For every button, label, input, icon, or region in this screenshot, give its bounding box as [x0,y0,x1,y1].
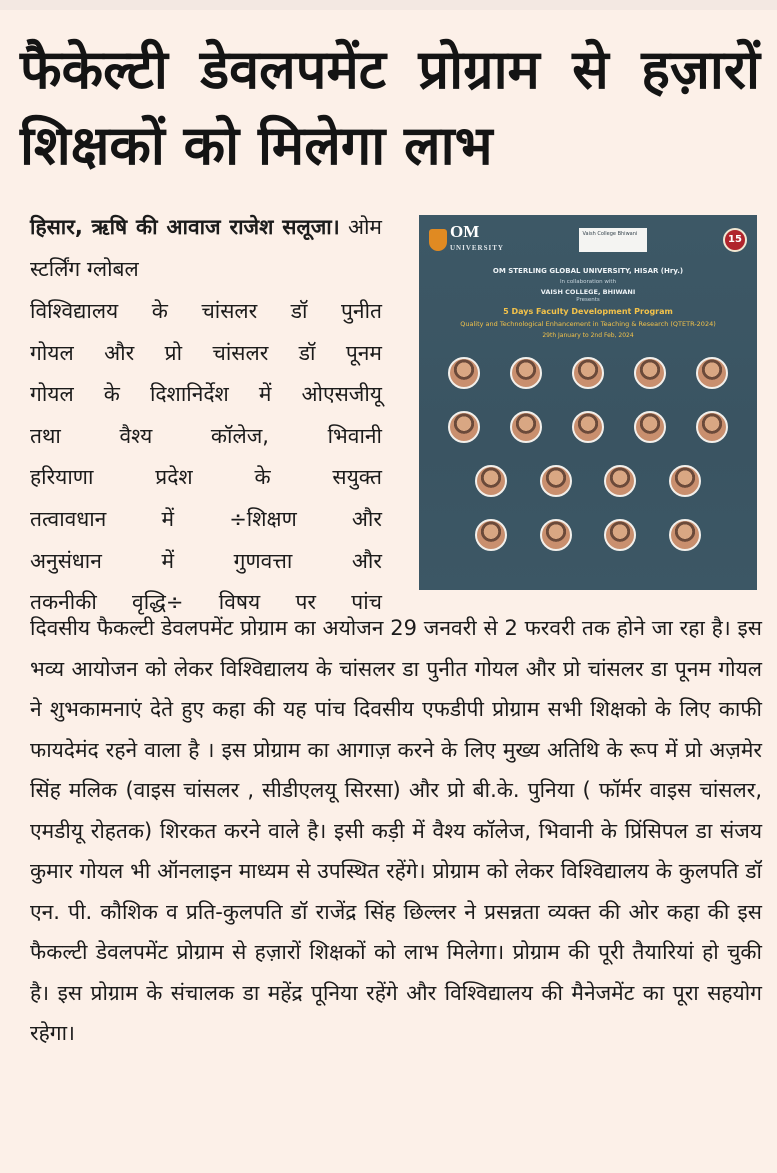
speaker [437,411,491,457]
body-line: गोयल के दिशानिर्देश में ओएसजीयू [30,382,382,407]
logo-main: OM [450,222,480,241]
speaker [593,465,647,511]
speaker-photo [540,465,572,497]
speaker [561,411,615,457]
poster-line: Presents [576,297,600,303]
speaker-photo [448,411,480,443]
university-logo [429,224,504,256]
poster-line: Quality and Technological Enhancement in Teaching & Research (QTETR-2024) [460,320,716,328]
body-line: गोयल और प्रो चांसलर डॉ पूनम [30,340,382,365]
lead-text: ओम स्टर्लिंग ग्लोबल [30,215,382,281]
body-line: तथा वैश्य कॉलेज, भिवानी [30,423,382,448]
poster-line: OM STERLING GLOBAL UNIVERSITY, HISAR (Hry.) [492,267,684,275]
logo-sub: UNIVERSITY [450,244,504,252]
body-line: हरियाणा प्रदेश के सयुक्त [30,465,382,490]
speaker [658,519,712,565]
speaker [685,411,739,457]
speaker-photo [510,357,542,389]
dateline: हिसार, ऋषि की आवाज राजेश सलूजा। [30,215,340,239]
headline: फैकेल्टी डेवलपमेंट प्रोग्राम से हज़ारों शिक्षकों को मिलेगा लाभ [20,38,760,177]
speaker [623,411,677,457]
partner-logo: Vaish College Bhiwani [579,228,647,252]
speaker [529,465,583,511]
speaker-photo [634,411,666,443]
speaker-photo [669,519,701,551]
body-line: तकनीकी वृद्धि÷ विषय पर पांच [30,590,382,615]
speaker-photo [572,357,604,389]
article-body: दिवसीय फैकल्टी डेवलपमेंट प्रोग्राम का अयोजन 29 जनवरी से 2 फरवरी तक होने जा रहा है। इस भव्य आयोजन को लेकर विश्विद्यालय के चांसलर डा पुनीत गोयल और प्रो चांसलर डा पूनम गोयल ने शुभकामनाएं देते हुए कहा की यह पांच दिवसीय एफडीपी प्रोग्राम सभी शिक्षको के लिए काफी फायदेमंद रहने वाला है । इस प्रोग्राम का आगाज़ करने के लिए मुख्य अतिथि के रूप में प्रो अज़मेर सिंह मलिक (वाइस चांसलर , सीडीएलयू सिरसा) और प्रो बी.के. पुनिया ( फॉर्मर वाइस चांसलर, एमडीयू रोहतक) शिरकत करने वाले है। इसी कड़ी में वैश्य कॉलेज, भिवानी के प्रिंसिपल डा संजय कुमार गोयल भी ऑनलाइन माध्यम से उपस्थित रहेंगे। प्रोग्राम को लेकर विश्विद्यालय के कुलपति डॉ एन. पी. कौशिक व प्रति-कुलपति डॉ राजेंद्र सिंह छिल्लर ने प्रसन्नता व्यक्त की ओर कहा की इस फैकल्टी डेवलपमेंट प्रोग्राम से हज़ारों शिक्षकों को लाभ मिलेगा। प्रोग्राम की पूरी तैयारियां हो चुकी है। इस प्रोग्राम के संचालक डा महेंद्र पूनिया रहेंगे और विश्विद्यालय की मैनेजमेंट का पूरा सहयोग रहेगा। [30,616,762,1045]
speaker [499,357,553,403]
body-line: तत्वावधान में ÷शिक्षण और [30,507,382,531]
speaker-photo [604,519,636,551]
speaker [685,357,739,403]
speaker [529,519,583,565]
speaker-photo [634,357,666,389]
speaker-photo [475,465,507,497]
speaker-photo [510,411,542,443]
shield-icon [429,229,447,251]
event-poster [419,215,757,590]
speaker-photo [475,519,507,551]
poster-line: 5 Days Faculty Development Program [503,307,673,316]
poster-line: 29th January to 2nd Feb, 2024 [542,332,634,339]
speaker-photo [540,519,572,551]
speaker [561,357,615,403]
body-line: अनुसंधान में गुणवत्ता और [30,548,382,573]
speaker [623,357,677,403]
speaker [464,465,518,511]
speaker-photo [669,465,701,497]
body-line: विश्विद्यालय के चांसलर डॉ पुनीत [30,299,382,323]
byline [30,206,382,290]
speaker-photo [604,465,636,497]
poster-line: In collaboration with [559,279,617,285]
speaker-photo [696,411,728,443]
speaker-grid [419,357,757,573]
speaker [464,519,518,565]
speaker [437,357,491,403]
speaker [658,465,712,511]
anniversary-badge: 15 [723,228,747,252]
speaker-photo [696,357,728,389]
speaker-photo [448,357,480,389]
speaker-photo [572,411,604,443]
poster-header [419,215,757,265]
speaker [499,411,553,457]
poster-line: VAISH COLLEGE, BHIWANI [540,288,636,296]
speaker [593,519,647,565]
